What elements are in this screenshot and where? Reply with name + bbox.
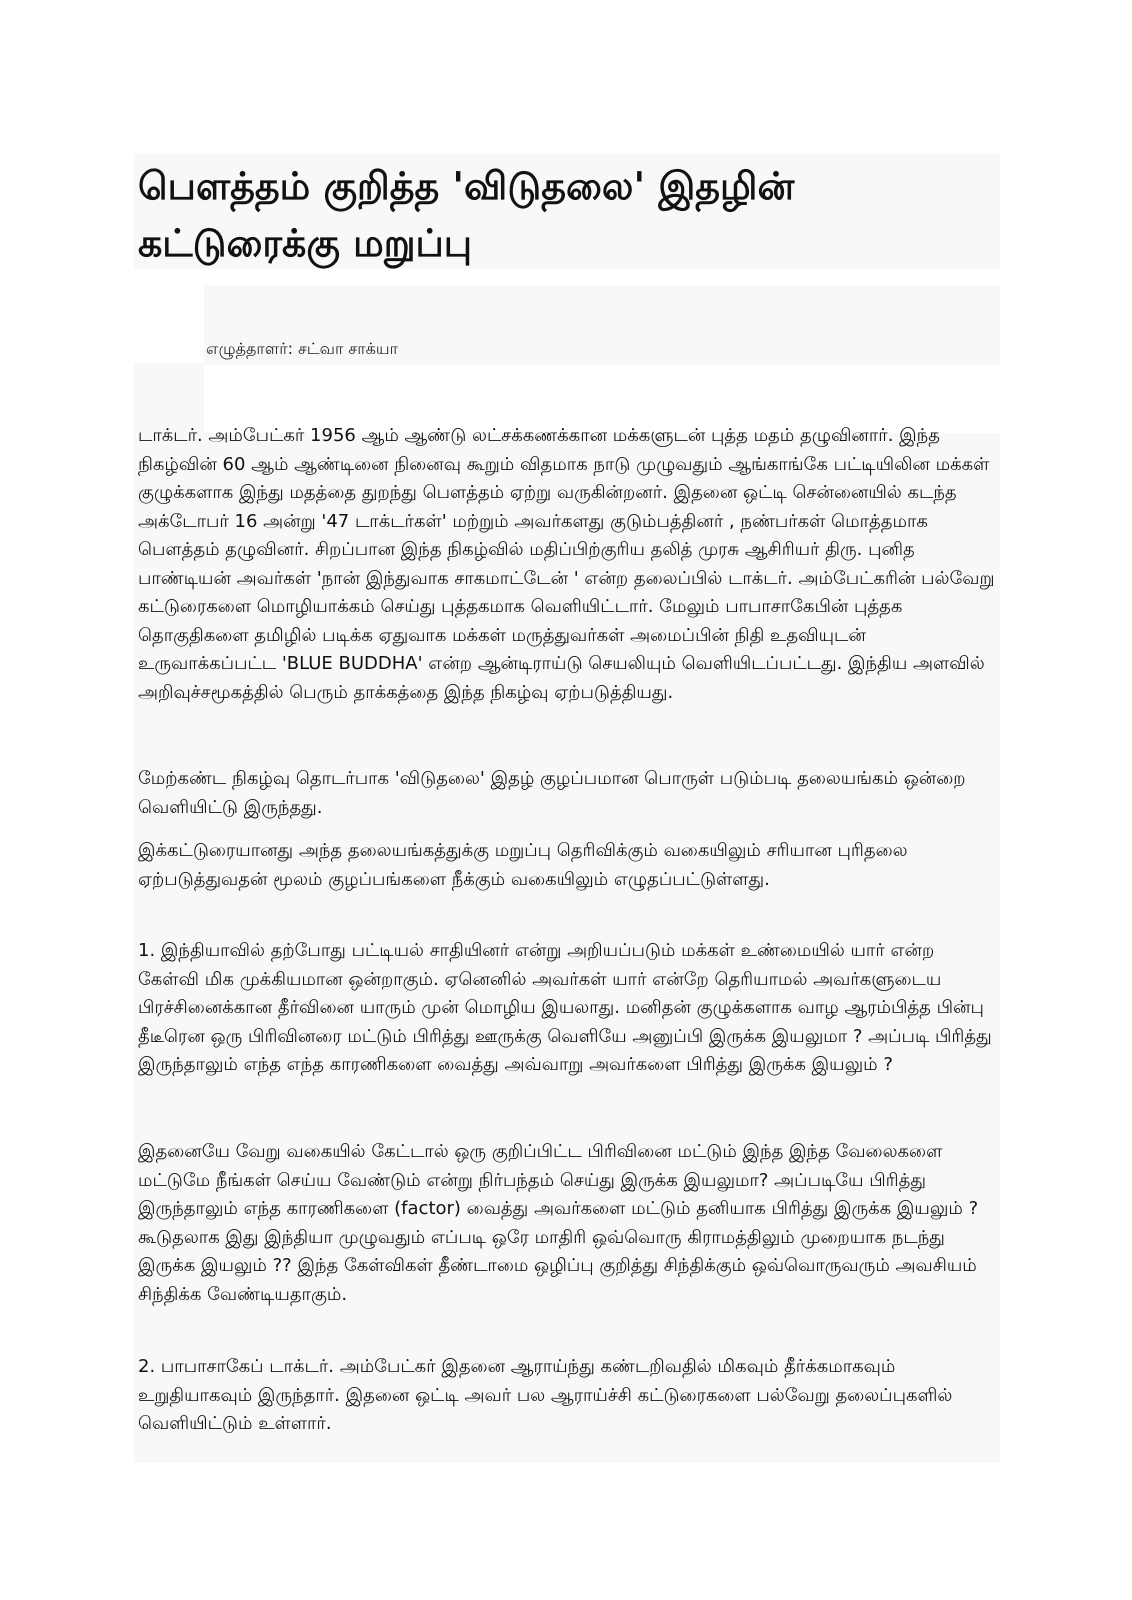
- article-title: பௌத்தம் குறித்த 'விடுதலை' இதழின் கட்டுரைக்கு மறுப்பு: [138, 164, 795, 265]
- author-line: எழுத்தாளர்: சட்வா சாக்யா: [206, 339, 398, 358]
- paragraph-2: மேற்கண்ட நிகழ்வு தொடர்பாக 'விடுதலை' இதழ் குழப்பமான பொருள் படும்படி தலையங்கம் ஒன்றை வெளியிட்டு இருந்தது.: [138, 768, 966, 818]
- paragraph-5: இதனையே வேறு வகையில் கேட்டால் ஒரு குறிப்பிட்ட பிரிவினை மட்டும் இந்த இந்த வேலைகளை மட்டுமே நீங்கள் செய்ய வேண்டும் என்று நிர்பந்தம் செய்து இருக்க இயலுமா? அப்படியே பிரித்து இருந்தாலும் எந்த காரணிகளை (factor) வைத்து அவர்களை மட்டும் தனியாக பிரித்து இருக்க இயலும் ? கூடுதலாக இது இந்தியா முழுவதும் எப்படி ஒரே மாதிரி ஒவ்வொரு கிராமத்திலும் முறையாக நடந்து இருக்க இயலும் ?? இந்த கேள்விகள் தீண்டாமை ஒழிப்பு குறித்து சிந்திக்கும் ஒவ்வொருவரும் அவசியம் சிந்திக்க வேண்டியதாகும்.: [138, 1141, 979, 1305]
- paragraph-1: டாக்டர். அம்பேட்கர் 1956 ஆம் ஆண்டு லட்சக்கணக்கான மக்களுடன் புத்த மதம் தழுவினார். இந்த நிகழ்வின் 60 ஆம் ஆண்டினை நினைவு கூறும் விதமாக நாடு முழுவதும் ஆங்காங்கே பட்டியிலின மக்கள் குழுக்களாக இந்து மதத்தை துறந்து பௌத்தம் ஏற்று வருகின்றனர். இதனை ஒட்டி சென்னையில் கடந்த அக்டோபர் 16 அன்று '47 டாக்டர்கள்' மற்றும் அவர்களது குடும்பத்தினர் , நண்பர்கள் மொத்தமாக பௌத்தம் தழுவினர். சிறப்பான இந்த நிகழ்வில் மதிப்பிற்குரிய தலித் முரசு ஆசிரியர் திரு. புனித பாண்டியன் அவர்கள் 'நான் இந்துவாக சாகமாட்டேன் ' என்ற தலைப்பில் டாக்டர். அம்பேட்கரின் பல்வேறு கட்டுரைகளை மொழியாக்கம் செய்து புத்தகமாக வெளியிட்டார். மேலும் பாபாசாகேபின் புத்தக தொகுதிகளை தமிழில் படிக்க ஏதுவாக மக்கள் மருத்துவர்கள் அமைப்பின் நிதி உதவியுடன் உருவாக்கப்பட்ட 'BLUE BUDDHA' என்ற ஆன்டிராய்டு செயலியும் வெளியிடப்பட்டது. இந்திய அளவில் அறிவுச்சமூகத்தில் பெரும் தாக்கத்தை இந்த நிகழ்வு ஏற்படுத்தியது.: [138, 425, 995, 703]
- paragraph-4: 1. இந்தியாவில் தற்போது பட்டியல் சாதியினர் என்று அறியப்படும் மக்கள் உண்மையில் யார் என்ற கேள்வி மிக முக்கியமான ஒன்றாகும். ஏனெனில் அவர்கள் யார் என்றே தெரியாமல் அவர்களுடைய பிரச்சினைக்கான தீர்வினை யாரும் முன் மொழிய இயலாது. மனிதன் குழுக்களாக வாழ ஆரம்பித்த பின்பு தீடீரென ஒரு பிரிவினரை மட்டும் பிரித்து ஊருக்கு வெளியே அனுப்பி இருக்க இயலுமா ? அப்படி பிரித்து இருந்தாலும் எந்த எந்த காரணிகளை வைத்து அவ்வாறு அவர்களை பிரித்து இருக்க இயலும் ?: [138, 940, 992, 1075]
- title-block: [134, 154, 1000, 269]
- paragraph-6: 2. பாபாசாகேப் டாக்டர். அம்பேட்கர் இதனை ஆராய்ந்து கண்டறிவதில் மிகவும் தீர்க்கமாகவும் உறுதியாகவும் இருந்தார். இதனை ஒட்டி அவர் பல ஆராய்ச்சி கட்டுரைகளை பல்வேறு தலைப்புகளில் வெளியிட்டும் உள்ளார்.: [138, 1356, 953, 1434]
- paragraph-3: இக்கட்டுரையானது அந்த தலையங்கத்துக்கு மறுப்பு தெரிவிக்கும் வகையிலும் சரியான புரிதலை ஏற்படுத்துவதன் மூலம் குழப்பங்களை நீக்கும் வகையிலும் எழுதப்பட்டுள்ளது.: [138, 840, 908, 890]
